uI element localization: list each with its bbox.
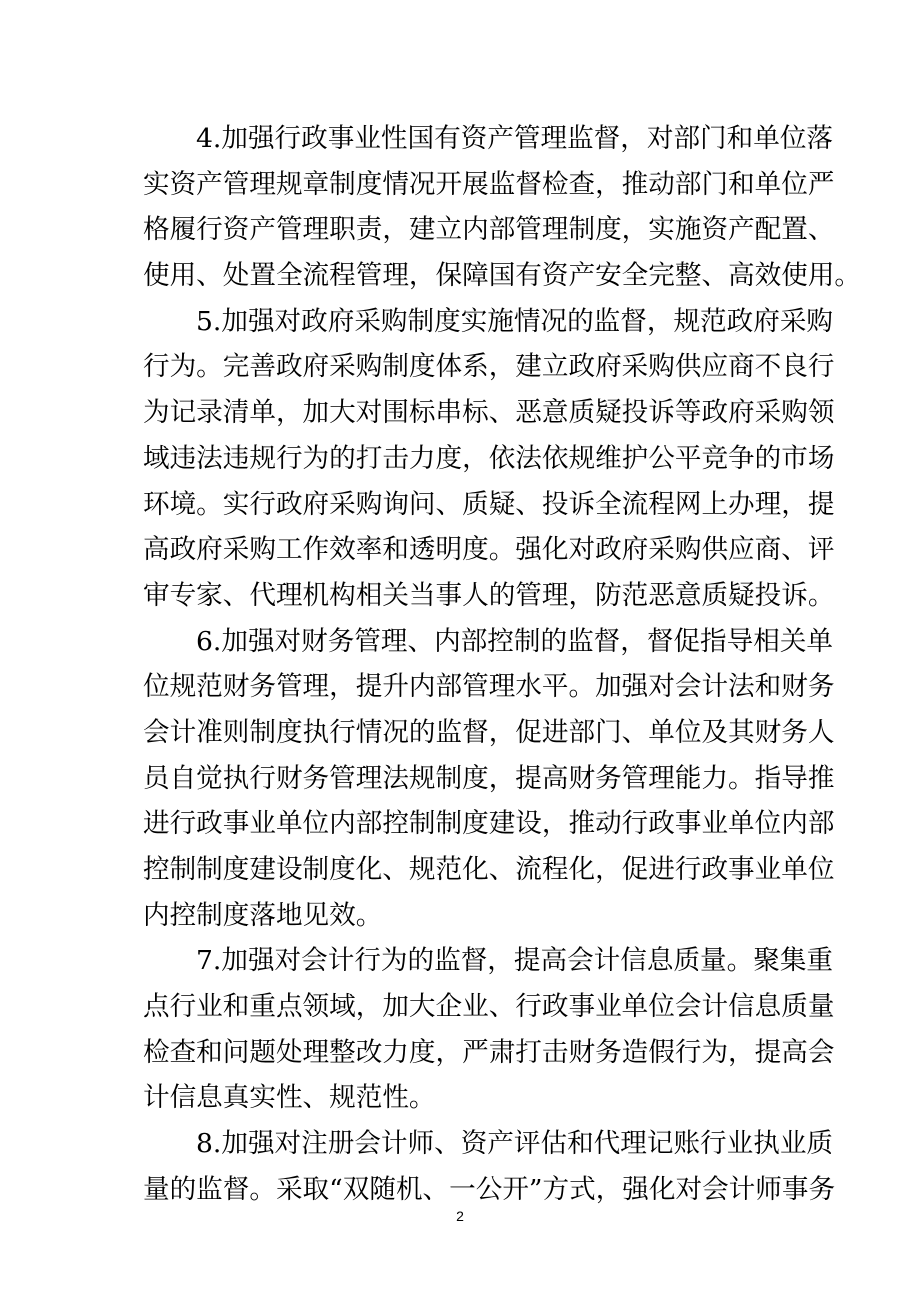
paragraph-line: 6.加强对财务管理、内部控制的监督，督促指导相关单	[196, 625, 834, 657]
paragraph-8	[143, 1121, 836, 1212]
paragraph-line: 使用、处置全流程管理，保障国有资产安全完整、高效使用。	[143, 260, 862, 292]
paragraph-line: 行为。完善政府采购制度体系，建立政府采购供应商不良行	[143, 351, 835, 383]
paragraph-line: 4.加强行政事业性国有资产管理监督，对部门和单位落	[196, 123, 834, 154]
paragraph-line: 高政府采购工作效率和透明度。强化对政府采购供应商、评	[143, 534, 835, 566]
paragraph-6	[143, 619, 835, 939]
paragraph-line: 会计准则制度执行情况的监督，促进部门、单位及其财务人	[143, 716, 835, 748]
paragraph-line: 位规范财务管理，提升内部管理水平。加强对会计法和财务	[143, 671, 835, 703]
paragraph-line: 检查和问题处理整改力度，严肃打击财务造假行为，提高会	[143, 1036, 835, 1068]
paragraph-line: 格履行资产管理职责，建立内部管理制度，实施资产配置、	[143, 214, 835, 246]
paragraph-line: 控制制度建设制度化、规范化、流程化，促进行政事业单位	[143, 854, 835, 885]
page-number: 2	[456, 1208, 464, 1224]
paragraph-line: 环境。实行政府采购询问、质疑、投诉全流程网上办理，提	[143, 488, 835, 520]
paragraph-line: 计信息真实性、规范性。	[143, 1082, 436, 1114]
paragraph-line: 员自觉执行财务管理法规制度，提高财务管理能力。指导推	[143, 762, 835, 794]
paragraph-line: 7.加强对会计行为的监督，提高会计信息质量。聚集重	[196, 945, 834, 977]
paragraph-line: 为记录清单，加大对围标串标、恶意质疑投诉等政府采购领	[143, 397, 835, 429]
paragraph-line: 点行业和重点领域，加大企业、行政事业单位会计信息质量	[143, 991, 835, 1023]
paragraph-line: 进行政事业单位内部控制制度建设，推动行政事业单位内部	[143, 808, 835, 840]
paragraph-7	[143, 938, 835, 1121]
paragraph-line: 实资产管理规章制度情况开展监督检查，推动部门和单位严	[143, 168, 835, 200]
paragraph-line: 内控制度落地见效。	[143, 899, 383, 931]
document-body	[143, 116, 862, 1213]
paragraph-line: 审专家、代理机构相关当事人的管理，防范恶意质疑投诉。	[143, 579, 835, 611]
paragraph-5	[143, 299, 835, 619]
paragraph-line: 域违法违规行为的打击力度，依法依规维护公平竞争的市场	[143, 442, 835, 474]
paragraph-line: 5.加强对政府采购制度实施情况的监督，规范政府采购	[196, 305, 834, 337]
paragraph-4	[143, 116, 862, 299]
paragraph-line: 量的监督。采取“双随机、一公开”方式，强化对会计师事务	[143, 1173, 836, 1205]
paragraph-line: 8.加强对注册会计师、资产评估和代理记账行业执业质	[196, 1128, 834, 1160]
